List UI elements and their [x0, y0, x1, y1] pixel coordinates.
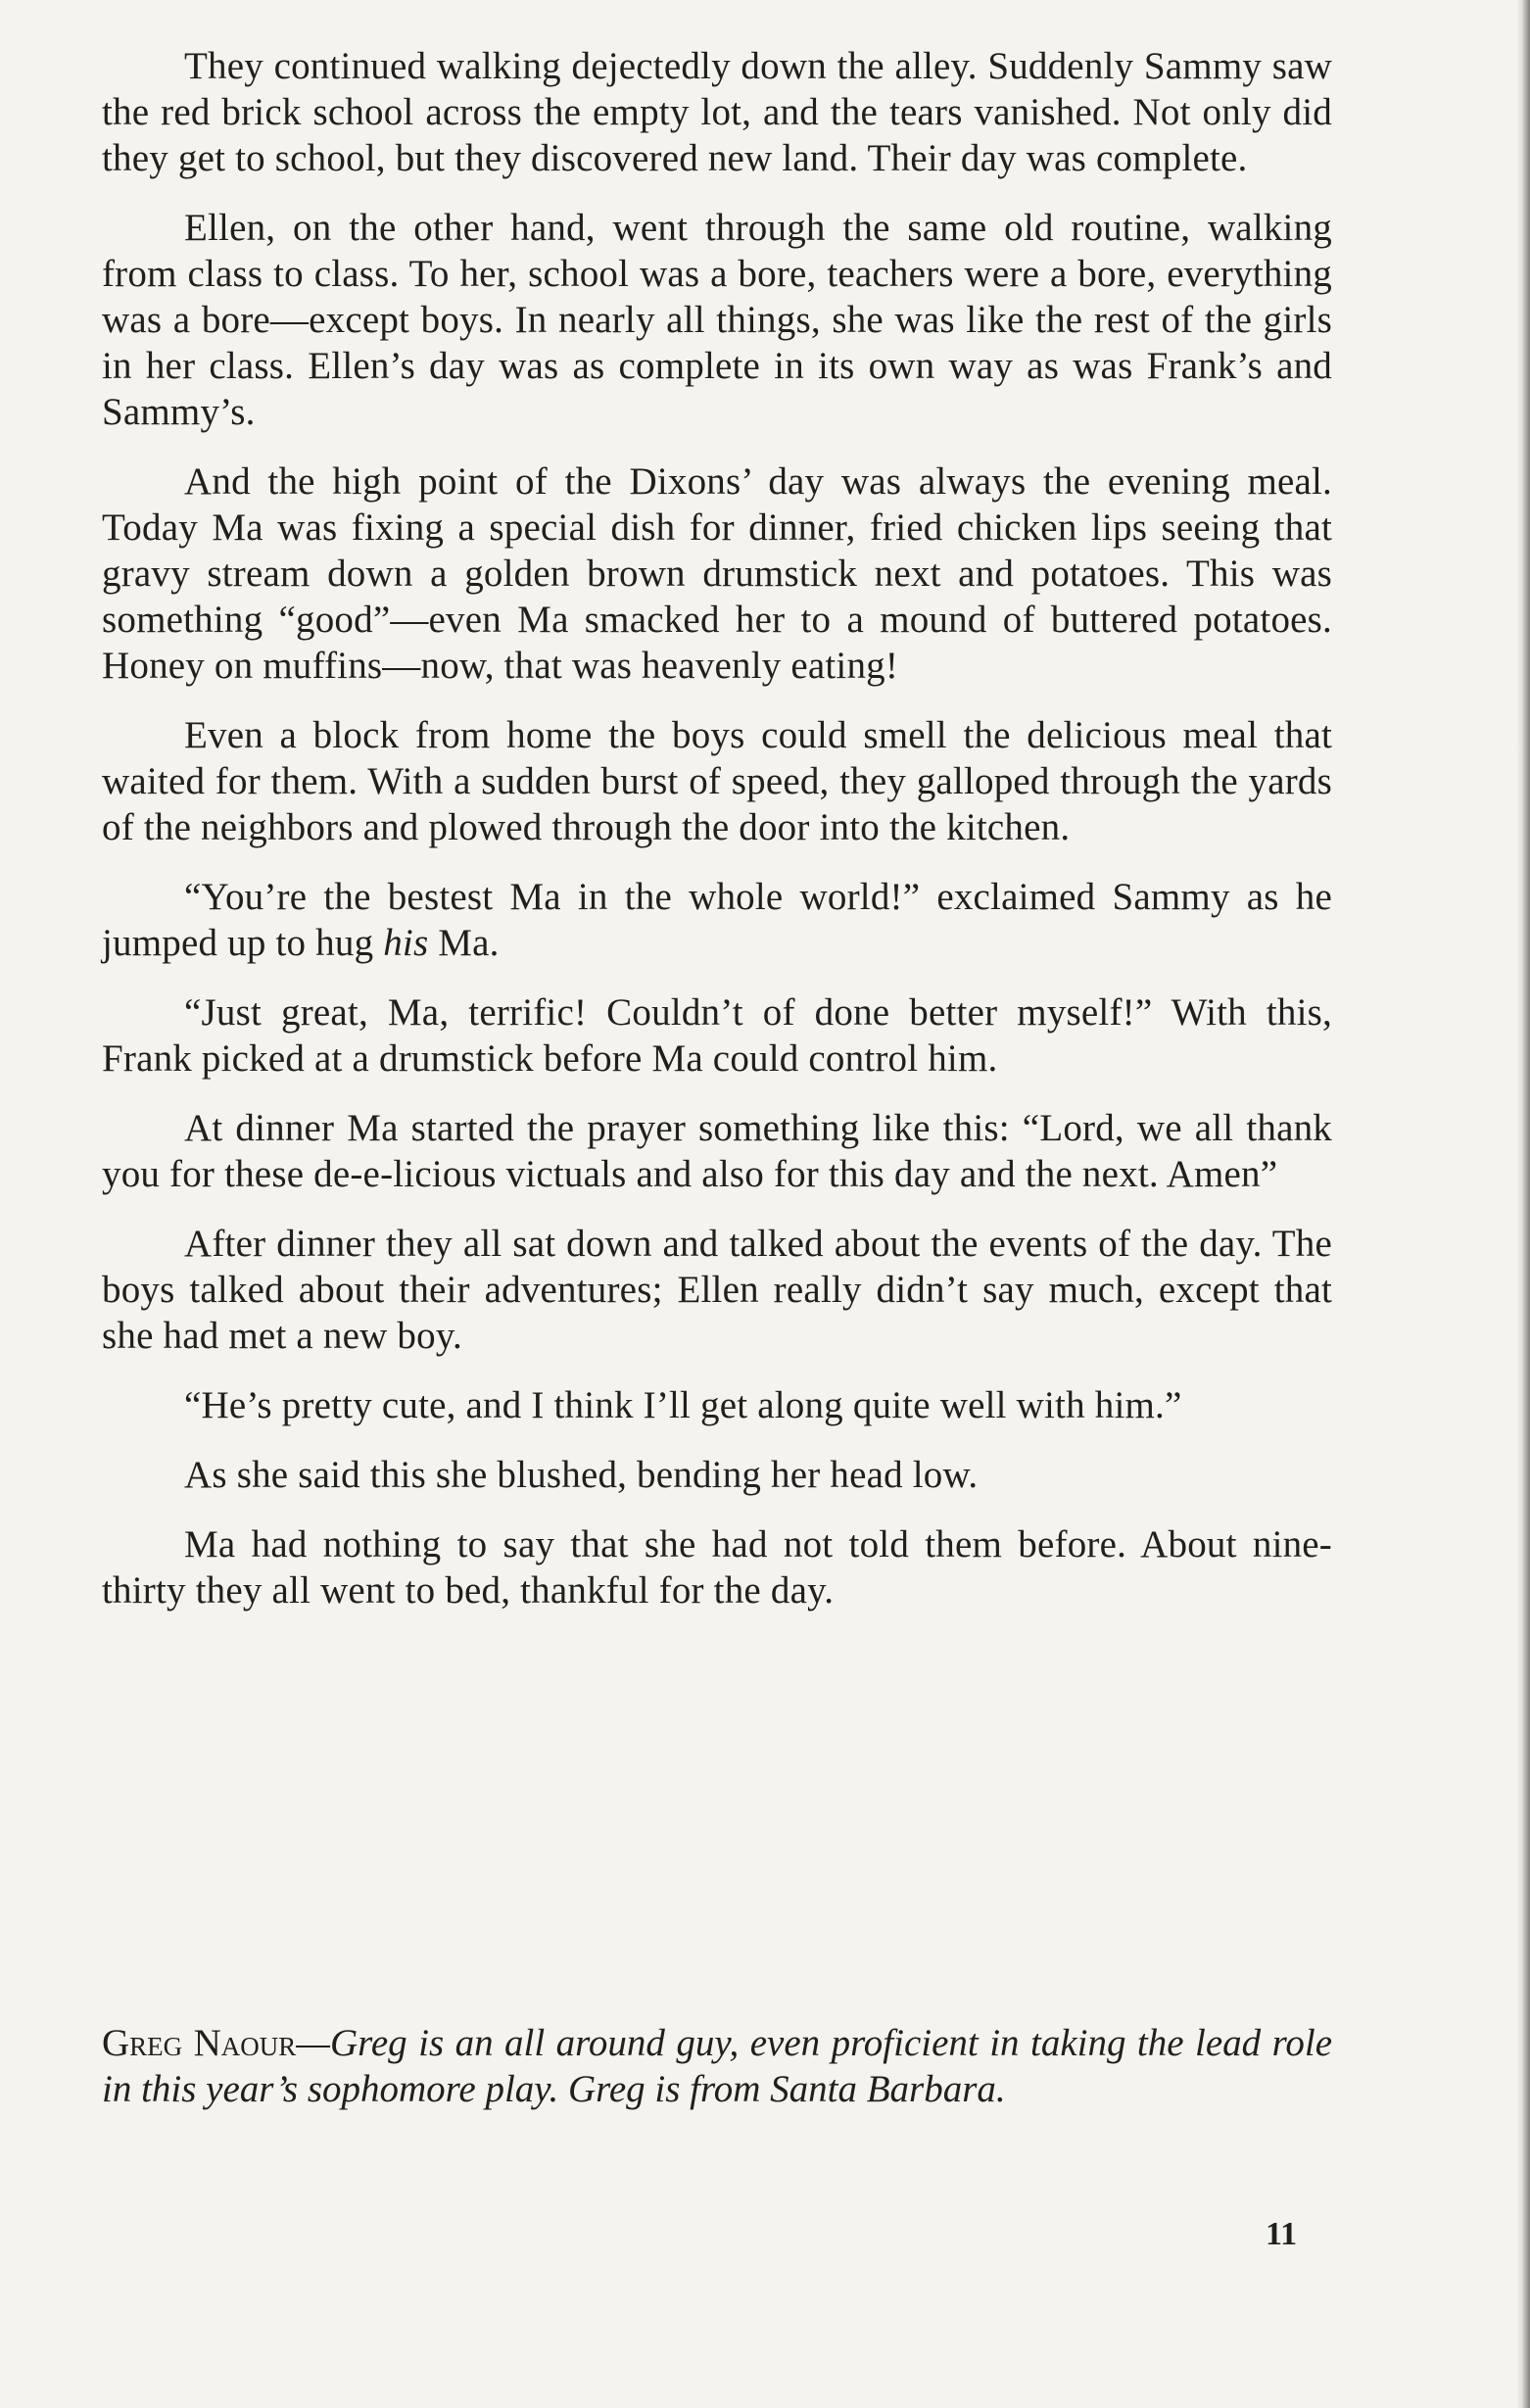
story-text — [102, 43, 1332, 1637]
sammy-quote-text: “You’re the bestest Ma in the whole world!” exclaimed Sammy as he jumped up to hug — [102, 876, 1332, 964]
paragraph-bedtime: Ma had nothing to say that she had not told them before. About nine-thirty they all went to bed, thankful for the day. — [102, 1523, 1332, 1612]
page-edge-shadow — [1516, 0, 1530, 2408]
paragraph-evening-meal: And the high point of the Dixons’ day was always the evening meal. Today Ma was fixing a special dish for dinner, fried chicken lips seeing that gravy stream down a golden brown drumstick next and potatoes. This was something “good”—even Ma smacked her to a mound of buttered potatoes. Honey on muffins—now, that was heavenly eating! — [102, 460, 1332, 687]
paragraph-ellen-quote: “He’s pretty cute, and I think I’ll get along quite well with him.” — [184, 1384, 1182, 1426]
paragraph-blush: As she said this she blushed, bending her head low. — [184, 1454, 979, 1496]
paragraph-prayer: At dinner Ma started the prayer something like this: “Lord, we all thank you for these de-e-licious victuals and also for this day and the next. Amen” — [102, 1107, 1332, 1195]
paragraph-after-dinner: After dinner they all sat down and talked about the events of the day. The boys talked about their adventures; Ellen really didn’t say much, except that she had met a new boy. — [102, 1223, 1332, 1357]
paragraph-sammy-quote — [102, 874, 1332, 966]
paragraph-ellen: Ellen, on the other hand, went through the same old routine, walking from class to class. To her, school was a bore, teachers were a bore, everything was a bore—except boys. In nearly all things, she was like the rest of the girls in her class. Ellen’s day was as complete in its own way as was Frank’s and Sammy’s. — [102, 207, 1332, 433]
page-number: 11 — [1266, 2216, 1298, 2252]
author-bio — [102, 2020, 1332, 2112]
author-name: Greg Naour — [102, 2022, 297, 2064]
sammy-quote-emphasis: his — [383, 922, 429, 964]
paragraph-walking: They continued walking dejectedly down the alley. Suddenly Sammy saw the red brick school across the empty lot, and the tears vanished. Not only did they get to school, but they discovered new land. Their day was complete. — [102, 45, 1332, 179]
author-bio-text: —Greg is an all around guy, even proficient in taking the lead role in this year’s sophomore play. Greg is from Santa Barbara. — [102, 2022, 1332, 2110]
paragraph-boys-arrive: Even a block from home the boys could smell the delicious meal that waited for them. With a sudden burst of speed, they galloped through the yards of the neighbors and plowed through the door into the kitchen. — [102, 714, 1332, 848]
paragraph-frank-quote: “Just great, Ma, terrific! Couldn’t of done better myself!” With this, Frank picked at a drumstick before Ma could control him. — [102, 991, 1332, 1080]
sammy-quote-end: Ma. — [428, 922, 500, 964]
